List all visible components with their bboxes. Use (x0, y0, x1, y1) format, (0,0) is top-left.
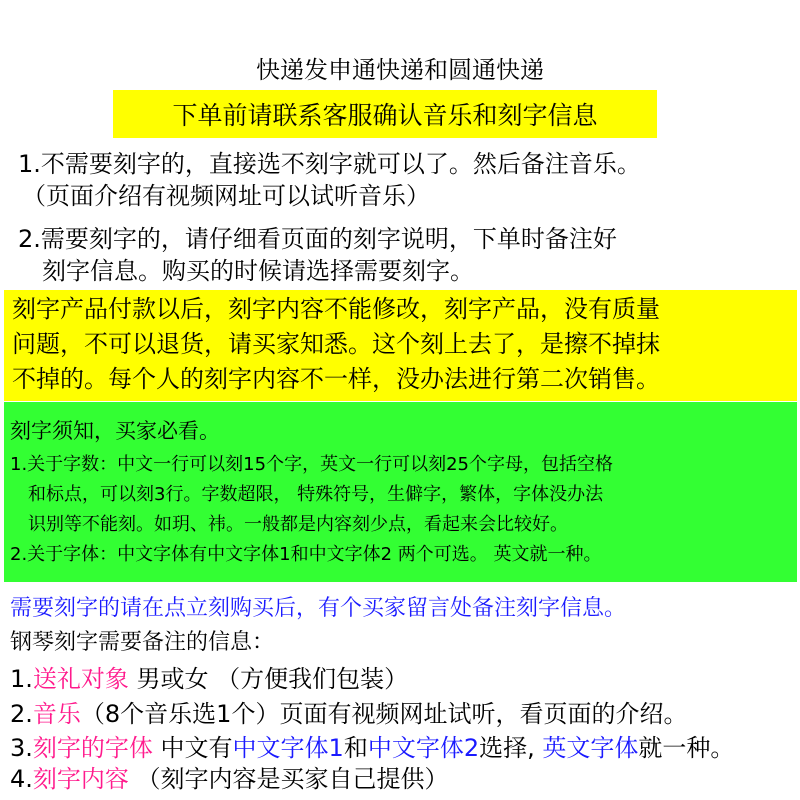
item-key: 送礼对象 (32, 665, 129, 693)
shipping-title: 快递发申通快递和圆通快递 (256, 56, 544, 84)
engraving-rules-panel (4, 402, 797, 582)
info-intro: 钢琴刻字需要备注的信息： (10, 630, 275, 655)
item-number: 3. (10, 734, 33, 762)
step-two-line-1: 2.需要刻字的，请仔细看页面的刻字说明，下单时备注好 (18, 225, 617, 253)
chinese-font-1: 中文字体1 (232, 734, 344, 762)
item-detail: 中文有 (152, 734, 233, 762)
item-number: 1. (10, 665, 33, 693)
warning-line-1: 刻字产品付款以后，刻字内容不能修改，刻字产品，没有质量 (12, 295, 660, 323)
info-item-content (10, 762, 449, 796)
info-item-gift-recipient (10, 662, 408, 696)
item-number: 4. (10, 765, 33, 793)
info-item-music (10, 697, 687, 731)
engraving-cta: 需要刻字的请在点立刻购买后，有个买家留言处备注刻字信息。 (10, 596, 627, 621)
english-font: 英文字体 (542, 734, 639, 762)
step-one-line-1: 1.不需要刻字的，直接选不刻字就可以了。然后备注音乐。 (18, 150, 641, 178)
item-key: 刻字的字体 (32, 734, 153, 762)
warning-line-3: 不掉的。每个人的刻字内容不一样，没办法进行第二次销售。 (12, 365, 660, 393)
chinese-font-2: 中文字体2 (367, 734, 480, 762)
step-two-line-2: 刻字信息。购买的时候请选择需要刻字。 (42, 257, 474, 285)
item-detail: 就一种。 (638, 734, 735, 762)
rule-two: 2.关于字体：中文字体有中文字体1和中文字体2 两个可选。 英文就一种。 (10, 544, 602, 565)
item-detail: 男或女 （方便我们包装） (128, 665, 409, 693)
rules-heading: 刻字须知，买家必看。 (10, 419, 220, 443)
item-detail: 选择, (479, 734, 543, 762)
notice-text: 下单前请联系客服确认音乐和刻字信息 (172, 101, 598, 130)
warning-panel (4, 290, 797, 401)
item-detail: （刻字内容是买家自己提供） (128, 765, 449, 793)
item-detail: 和 (343, 734, 368, 762)
item-key: 音乐 (32, 700, 81, 728)
rule-one-line-1: 1.关于字数：中文一行可以刻15个字，英文一行可以刻25个字母，包括空格 (10, 454, 613, 475)
item-key: 刻字内容 (32, 765, 129, 793)
item-number: 2. (10, 700, 33, 728)
warning-line-2: 问题，不可以退货，请买家知悉。这个刻上去了，是擦不掉抹 (12, 330, 660, 358)
step-one-line-2: （页面介绍有视频网址可以试听音乐） (22, 182, 430, 210)
rule-one-line-2: 和标点，可以刻3行。字数超限， 特殊符号，生僻字，繁体，字体没办法 (28, 484, 604, 505)
info-item-font (10, 731, 734, 765)
item-detail: （8个音乐选1个）页面有视频网址试听，看页面的介绍。 (80, 700, 688, 728)
notice-banner (113, 90, 657, 138)
rule-one-line-3: 识别等不能刻。如玥、祎。一般都是内容刻少点，看起来会比较好。 (28, 514, 568, 535)
